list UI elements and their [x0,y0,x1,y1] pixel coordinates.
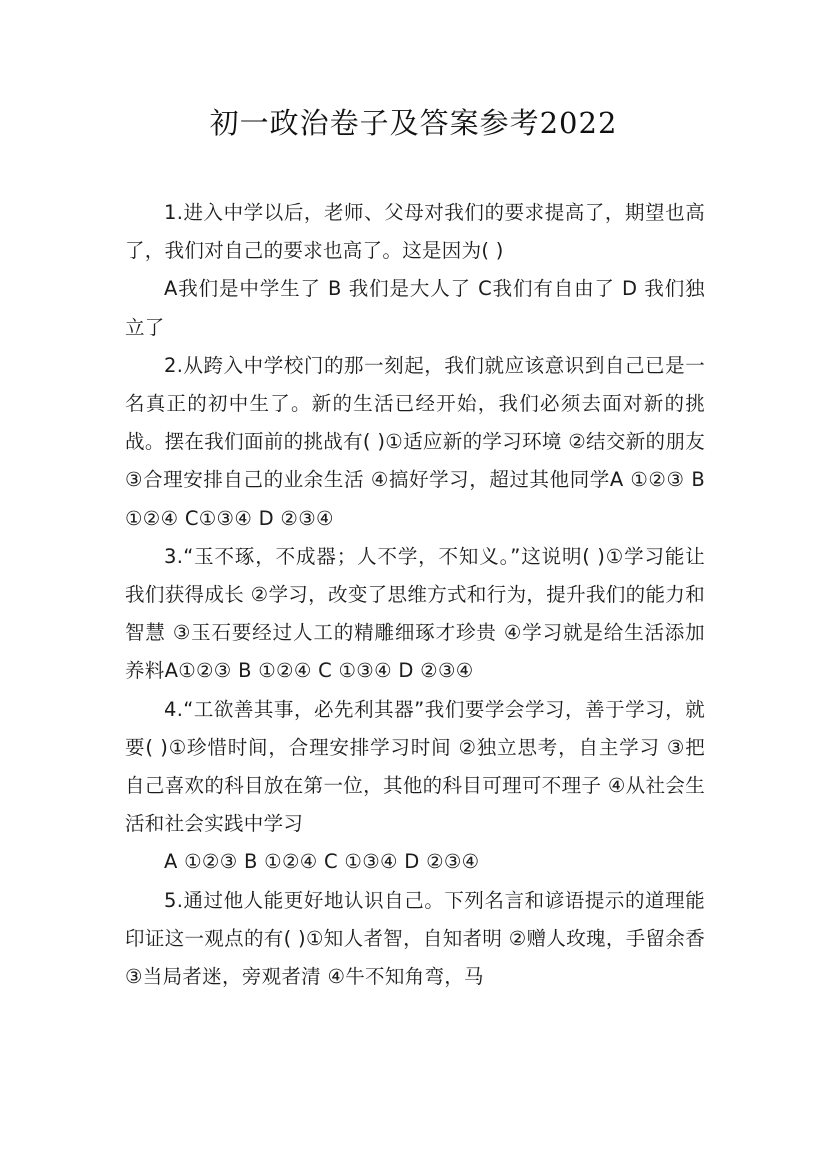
document-body [125,194,705,996]
question-4-options: A ①②③ B ①②④ C ①③④ D ②③④ [164,850,480,874]
question-3: 3.“玉不琢，不成器；人不学，不知义。”这说明( )①学习能让我们获得成长 ②学习，改变了思维方式和行为，提升我们的能力和智慧 ③玉石要经过人工的精雕细琢才珍贵 ④学习就是给生活添加养料A①②③ B ①②④ C ①③④ D ②③④ [125,544,705,683]
question-1-options: A我们是中学生了 B 我们是大人了 C我们有自由了 D 我们独立了 [125,277,705,339]
question-4-stem: 4.“工欲善其事，必先利其器”我们要学会学习，善于学习，就要( )①珍惜时间，合理安排学习时间 ②独立思考，自主学习 ③把自己喜欢的科目放在第一位，其他的科目可理可不理子 ④从社会生活和社会实践中学习 [125,697,705,836]
question-5-stem: 5.通过他人能更好地认识自己。下列名言和谚语提示的道理能印证这一观点的有( )①知人者智，自知者明 ②赠人玫瑰，手留余香 ③当局者迷，旁观者清 ④牛不知角弯，马 [125,888,705,989]
document-title: 初一政治卷子及答案参考2022 [209,106,618,140]
question-1-stem: 1.进入中学以后，老师、父母对我们的要求提高了，期望也高了，我们对自己的要求也高了。这是因为( ) [125,201,705,263]
question-2: 2.从跨入中学校门的那一刻起，我们就应该意识到自己已是一名真正的初中生了。新的生活已经开始，我们必须去面对新的挑战。摆在我们面前的挑战有( )①适应新的学习环境 ②结交新的朋友 ③合理安排自己的业余生活 ④搞好学习，超过其他同学A ①②③ B ①②④ C①③④ D ②③④ [125,353,705,530]
